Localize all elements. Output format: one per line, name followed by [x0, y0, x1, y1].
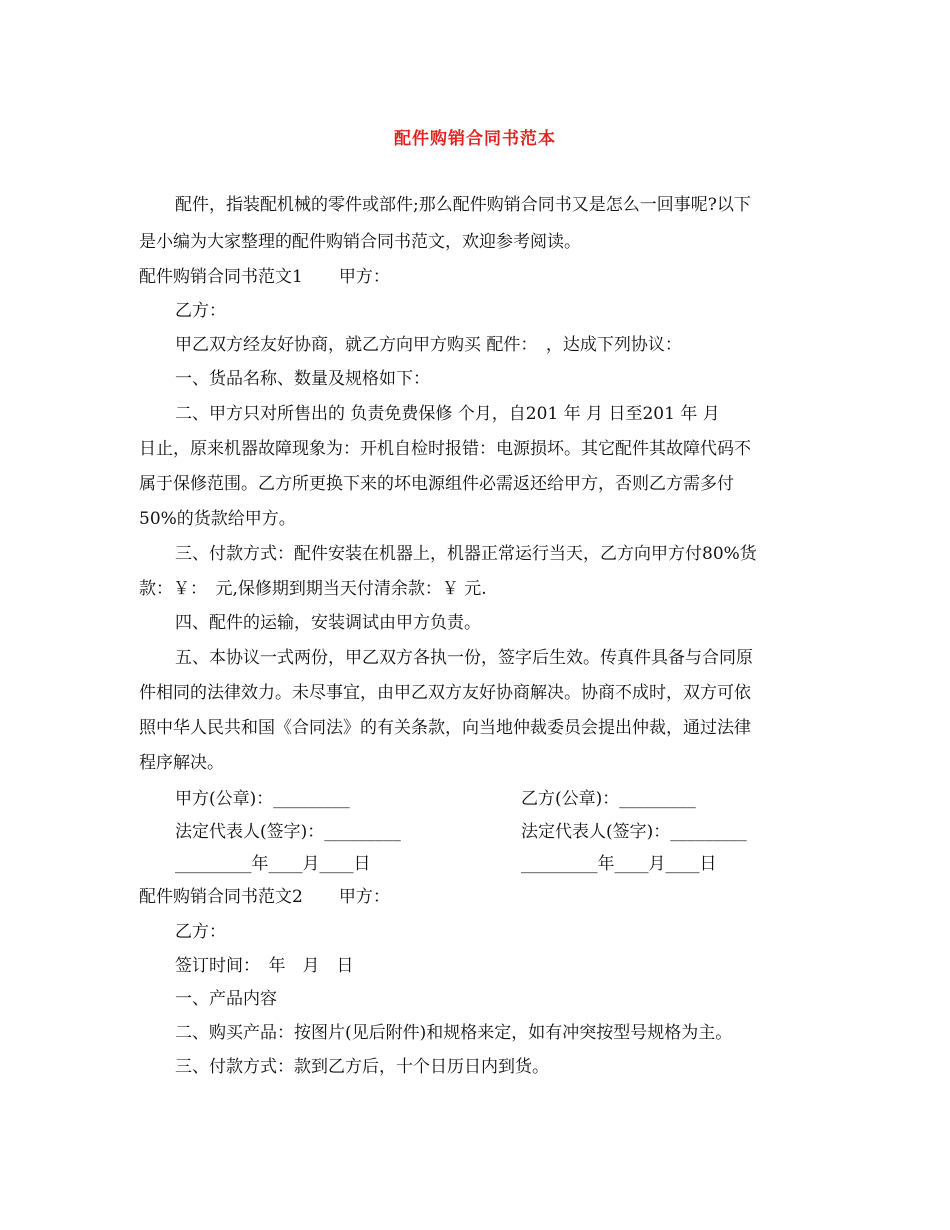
sample1-clause-3-line-2: 款：￥： 元,保修期到期当天付清余款：￥ 元.	[139, 579, 487, 599]
sample1-party-a: 甲方：	[338, 267, 390, 287]
sample1-clause-5-line-1: 五、本协议一式两份，甲乙双方各执一份，签字后生效。传真件具备与合同原	[175, 648, 753, 668]
sign-b-seal: 乙方(公章)：_________	[521, 789, 696, 809]
sample1-agreement: 甲乙双方经友好协商，就乙方向甲方购买 配件： ，达成下列协议：	[175, 335, 682, 355]
sample2-party-b: 乙方：	[175, 922, 226, 942]
sample1-clause-5-line-3: 照中华人民共和国《合同法》的有关条款，向当地仲裁委员会提出仲裁，通过法律	[139, 718, 751, 738]
sample1-clause-3-line-1: 三、付款方式：配件安装在机器上，机器正常运行当天，乙方向甲方付80%货	[175, 544, 757, 564]
sample1-clause-5-line-4: 程序解决。	[139, 753, 224, 773]
sample2-clause-3: 三、付款方式：款到乙方后，十个日历日内到货。	[175, 1057, 549, 1077]
intro-line-2: 是小编为大家整理的配件购销合同书范文，欢迎参考阅读。	[139, 232, 581, 252]
sample2-heading-row	[139, 886, 390, 908]
sign-b-date: _________年____月____日	[521, 854, 717, 874]
sign-a-seal: 甲方(公章)：_________	[175, 789, 350, 809]
sample1-clause-4: 四、配件的运输，安装调试由甲方负责。	[175, 613, 481, 633]
sample1-clause-2-line-2: 日止，原来机器故障现象为：开机自检时报错：电源损坏。其它配件其故障代码不	[139, 439, 751, 459]
sample1-heading-row	[139, 266, 390, 288]
intro-line-1: 配件，指装配机械的零件或部件;那么配件购销合同书又是怎么一回事呢?以下	[175, 195, 751, 215]
sample2-clause-2: 二、购买产品：按图片(见后附件)和规格来定，如有冲突按型号规格为主。	[175, 1023, 733, 1043]
sign-a-representative: 法定代表人(签字)：_________	[175, 822, 401, 842]
sample2-party-a: 甲方：	[338, 887, 390, 907]
sample2-sign-time: 签订时间： 年 月 日	[175, 956, 354, 976]
sample1-clause-2-line-4: 50%的货款给甲方。	[139, 509, 296, 529]
sample2-clause-1: 一、产品内容	[175, 989, 277, 1009]
sample1-party-b: 乙方：	[175, 301, 226, 321]
sign-a-date: _________年____月____日	[175, 854, 371, 874]
sample1-heading: 配件购销合同书范文1	[139, 267, 303, 287]
sample1-clause-1: 一、货品名称、数量及规格如下：	[175, 369, 430, 389]
sample1-clause-2-line-1: 二、甲方只对所售出的 负责免费保修 个月，自201 年 月 日至201 年 月	[175, 404, 720, 424]
document-title: 配件购销合同书范本	[394, 129, 556, 149]
sign-b-representative: 法定代表人(签字)：_________	[521, 822, 747, 842]
sample2-heading: 配件购销合同书范文2	[139, 887, 303, 907]
sample1-clause-2-line-3: 属于保修范围。乙方所更换下来的坏电源组件必需返还给甲方，否则乙方需多付	[139, 474, 734, 494]
sample1-clause-5-line-2: 件相同的法律效力。未尽事宜，由甲乙双方友好协商解决。协商不成时，双方可依	[139, 683, 751, 703]
